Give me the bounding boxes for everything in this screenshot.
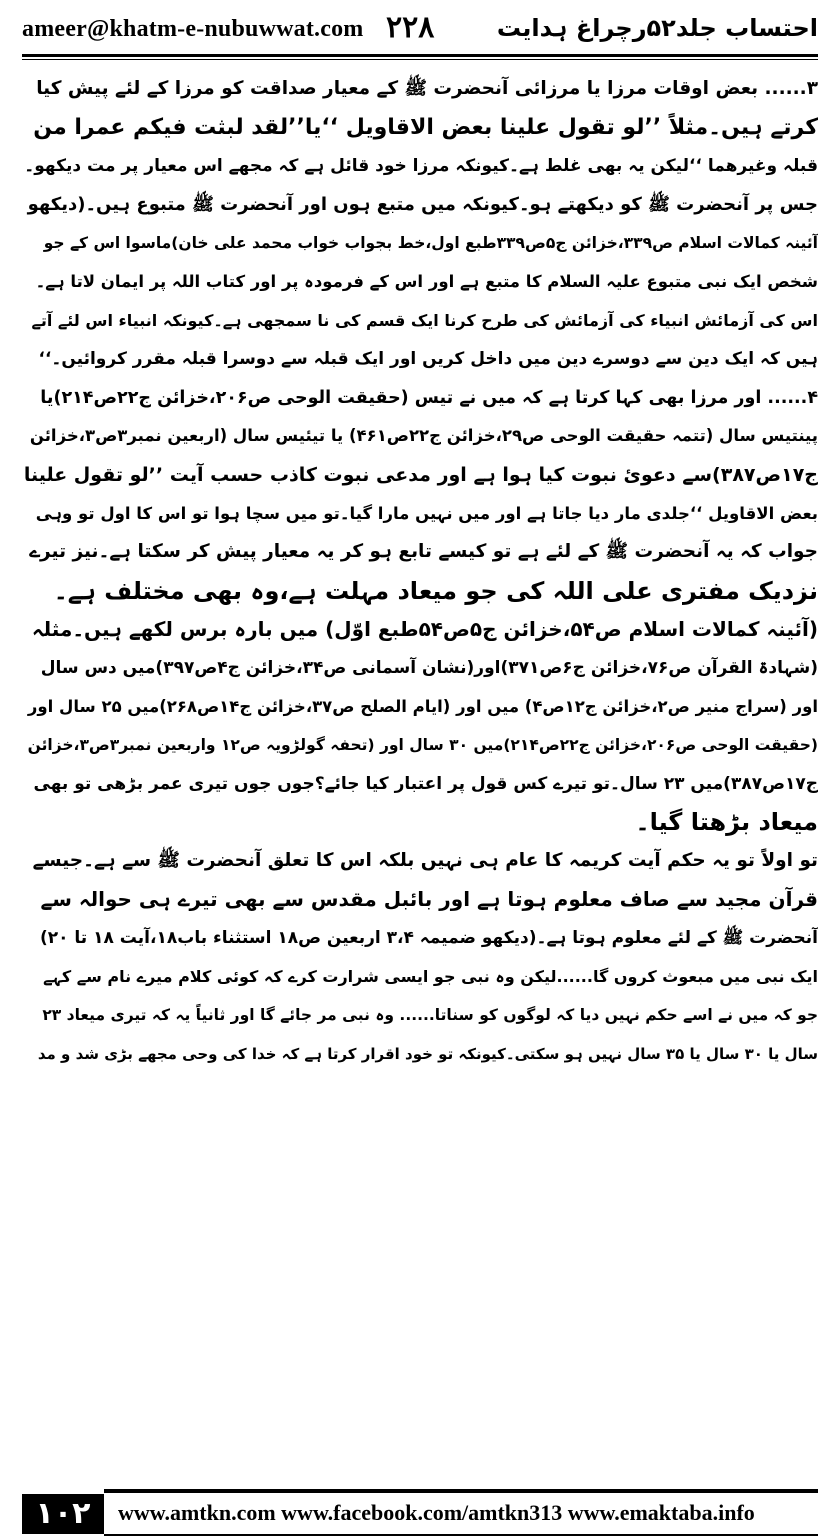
text-line: اور (سراج منیر ص۲،خزائن ج۱۲ص۴) میں اور (ایام الصلح ص۳۷،خزائن ج۱۴ص۲۶۸)میں ۲۵ سال اور	[27, 696, 818, 716]
text-line: تو اولاً تو یہ حکم آیت کریمہ کا عام ہی نہیں بلکہ اس کا تعلق آنحضرت ﷺ سے ہے۔جیسے	[32, 849, 818, 871]
footer-page-number: ۱۰۲	[22, 1494, 104, 1534]
text-line: آنحضرت ﷺ کے لئے معلوم ہوتا ہے۔(دیکھو ضمیمہ ۳،۴ اربعین ص۱۸ استثناء باب۱۸،آیت ۱۸ تا ۲۰)	[39, 928, 818, 949]
header-rule-thin	[22, 59, 818, 60]
text-line: اس کی آزمائش انبیاء کی آزمائش کی طرح کرنا ایک قسم کی نا سمجھی ہے۔کیونکہ انبیاء اس لئے آتے	[31, 310, 818, 330]
text-line: ایک نبی میں مبعوث کروں گا......لیکن وہ نبی جو ایسی شرارت کرے کہ کوئی کلام میرے نام سے کہے	[43, 966, 818, 986]
footer-rule-bottom	[104, 1534, 818, 1536]
text-line: ۴...... اور مرزا بھی کہا کرتا ہے کہ میں نے تیس (حقیقت الوحی ص۲۰۶،خزائن ج۲۲ص۲۱۴)یا	[40, 387, 818, 408]
text-line: سال یا ۳۰ سال یا ۳۵ سال نہیں ہو سکتی۔کیونکہ تو خود اقرار کرتا ہے کہ خدا کی وحی مجھے بڑی شد و مد	[37, 1044, 818, 1063]
header-rule	[22, 54, 818, 57]
page-header	[0, 0, 840, 58]
page-body-text	[22, 70, 818, 1475]
text-line: قرآن مجید سے صاف معلوم ہوتا ہے اور بائبل مقدس سے بھی تیرے ہی حوالہ سے	[40, 887, 818, 912]
text-line: جو کہ میں نے اسے حکم نہیں دیا کہ لوگوں کو سناتا...... وہ نبی مر جائے گا اور ثانیاً یہ کہ تیری میعاد ۲۳	[42, 1006, 818, 1025]
page-footer	[0, 1488, 840, 1540]
header-book-title: احتساب جلد۵۲رچراغ ہدایت	[496, 14, 818, 42]
text-line: کرتے ہیں۔مثلاً ’’لو تقول علینا بعض الاقاویل ‘‘یا’’لقد لبثت فیکم عمرا من	[33, 114, 818, 140]
text-line: قبلہ وغیرھما ‘‘لیکن یہ بھی غلط ہے۔کیونکہ مرزا خود قائل ہے کہ مجھے اس معیار پر مت دیکھو۔	[24, 156, 818, 177]
footer-websites[interactable]: www.amtkn.com www.facebook.com/amtkn313 www.emaktaba.info	[118, 1500, 755, 1525]
header-email[interactable]: ameer@khatm-e-nubuwwat.com	[22, 16, 364, 42]
text-line: ج۱۷ص۳۸۷)میں ۲۳ سال۔تو تیرے کس قول پر اعتبار کیا جائے؟جوں جوں تیری عمر بڑھی تو بھی	[33, 773, 818, 794]
text-line: (شہادۃ القرآن ص۷۶،خزائن ج۶ص۳۷۱)اور(نشان آسمانی ص۳۴،خزائن ج۴ص۳۹۷)میں دس سال	[40, 657, 818, 678]
text-line: بعض الاقاویل ‘‘جلدی مار دیا جاتا ہے اور میں نہیں مارا گیا۔تو میں سچا ہوا تو اس کا اول تو وہی	[35, 503, 818, 523]
footer-rule	[104, 1489, 818, 1493]
text-line: نزدیک مفتری علی اللہ کی جو میعاد مہلت ہے،وہ بھی مختلف ہے۔	[53, 576, 818, 605]
text-line: جواب کہ یہ آنحضرت ﷺ کے لئے ہے تو کیسے تابع ہو کر یہ معیار پیش کر سکتا ہے۔نیز تیرے	[29, 541, 818, 563]
text-line: پینتیس سال (تتمہ حقیقت الوحی ص۲۹،خزائن ج۲۲ص۴۶۱) یا تیئیس سال (اربعین نمبر۳ص۳،خزائن	[29, 426, 818, 446]
text-line: ہیں کہ ایک دین سے دوسرے دین میں داخل کریں اور ایک قبلہ سے دوسرا قبلہ مقرر کروائیں۔‘‘	[38, 349, 818, 370]
text-line: (حقیقت الوحی ص۲۰۶،خزائن ج۲۲ص۲۱۴)میں ۳۰ سال اور (تحفہ گولڑویہ ص۱۲ واربعین نمبر۳ص۳،خزائن	[27, 736, 818, 755]
text-line: میعاد بڑھتا گیا۔	[635, 808, 818, 837]
header-page-number: ۲۲۸	[386, 10, 435, 45]
text-line: ۳...... بعض اوقات مرزا یا مرزائی آنحضرت ﷺ کے معیار صداقت کو مرزا کے لئے پیش کیا	[36, 78, 818, 99]
text-line: جس پر آنحضرت ﷺ کو دیکھتے ہو۔کیونکہ میں متبع ہوں اور آنحضرت ﷺ متبوع ہیں۔(دیکھو	[27, 193, 818, 215]
text-line: ج۱۷ص۳۸۷)سے دعوئ نبوت کیا ہوا ہے اور مدعی نبوت کاذب حسب آیت ’’لو تقول علینا	[23, 463, 818, 486]
text-line: (آئینہ کمالات اسلام ص۵۴،خزائن ج۵ص۵۴طبع اوّل) میں بارہ برس لکھے ہیں۔مثلہ	[31, 617, 818, 642]
text-line: آئینہ کمالات اسلام ص۳۳۹،خزائن ج۵ص۳۳۹طبع اول،خط بجواب خواب محمد علی خان)ماسوا اس کے جو	[43, 234, 818, 253]
text-line: شخص ایک نبی متبوع علیہ السلام کا متبع ہے اور اس کے فرمودہ پر اور کتاب اللہ پر ایمان لاتا ہے۔	[35, 271, 818, 291]
